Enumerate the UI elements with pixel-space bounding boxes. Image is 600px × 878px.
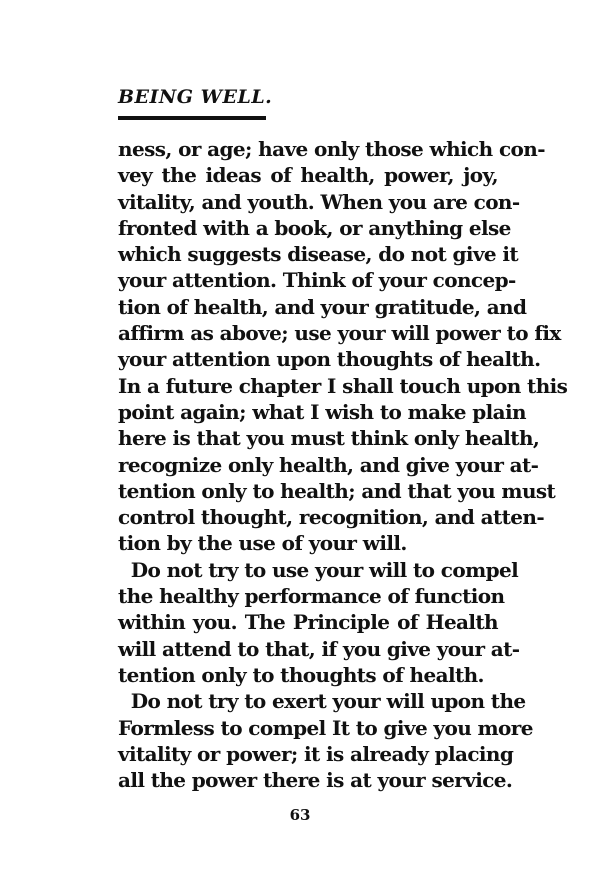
text-line: Formless to compel It to give you more: [118, 715, 533, 740]
text-line: within you. The Principle of Health: [118, 610, 498, 635]
text-line: tion by the use of your will.: [118, 531, 407, 556]
text-line: vey the ideas of health, power, joy,: [118, 163, 498, 188]
text-line: tion of health, and your gratitude, and: [118, 294, 527, 319]
running-head: BEING WELL.: [118, 86, 273, 108]
text-line: which suggests disease, do not give it: [118, 242, 518, 267]
text-line: Do not try to exert your will upon the: [118, 689, 526, 714]
text-line: your attention. Think of your concep-: [118, 268, 516, 293]
text-line: recognize only health, and give your at-: [118, 452, 539, 477]
text-line: here is that you must think only health,: [118, 426, 540, 451]
text-line: tention only to health; and that you must: [118, 478, 556, 503]
body-text: [118, 136, 568, 793]
text-line: all the power there is at your service.: [118, 768, 513, 793]
text-line: affirm as above; use your will power to fix: [118, 321, 561, 346]
text-line: point again; what I wish to make plain: [118, 399, 526, 424]
text-line: fronted with a book, or anything else: [118, 215, 511, 240]
page-number: 63: [289, 806, 311, 824]
text-line: vitality or power; it is already placing: [118, 741, 514, 766]
text-line: tention only to thoughts of health.: [118, 662, 484, 687]
text-line: Do not try to use your will to compel: [118, 557, 519, 582]
text-line: your attention upon thoughts of health.: [118, 347, 541, 372]
text-line: control thought, recognition, and atten-: [118, 505, 545, 530]
text-line: vitality, and youth. When you are con-: [118, 189, 520, 214]
text-line: In a future chapter I shall touch upon this: [118, 373, 568, 398]
text-line: will attend to that, if you give your at-: [118, 636, 520, 661]
text-line: ness, or age; have only those which con-: [118, 137, 545, 161]
text-line: the healthy performance of function: [118, 584, 505, 609]
header-rule: [118, 116, 266, 120]
